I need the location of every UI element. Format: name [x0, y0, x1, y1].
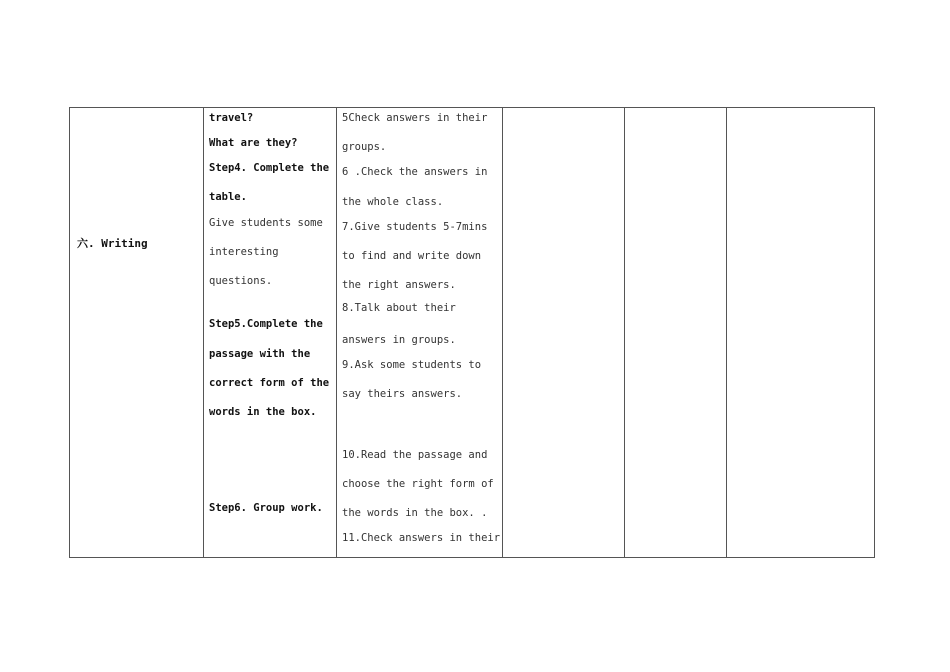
- section-label: 六. Writing: [77, 237, 148, 250]
- text-line: correct form of the: [209, 377, 330, 389]
- empty-cell: [502, 108, 624, 557]
- text-line: passage with the: [209, 348, 311, 360]
- empty-cell: [624, 108, 726, 557]
- teacher-activity-cell: [203, 108, 336, 557]
- text-line: Step4. Complete the: [209, 162, 330, 174]
- text-line: table.: [209, 191, 247, 203]
- text-line: words in the box.: [209, 406, 317, 418]
- lesson-plan-table: [69, 107, 875, 558]
- text-line: questions.: [209, 275, 273, 287]
- text-line: the words in the box. .: [342, 507, 488, 519]
- text-line: 9.Ask some students to: [342, 359, 482, 371]
- text-line: 5Check answers in their: [342, 112, 488, 124]
- student-activity-cell: [336, 108, 502, 557]
- text-line: 10.Read the passage and: [342, 449, 488, 461]
- text-line: 6 .Check the answers in: [342, 166, 488, 178]
- text-line: to find and write down: [342, 250, 482, 262]
- text-line: Step6. Group work.: [209, 502, 323, 514]
- text-line: choose the right form of: [342, 478, 494, 490]
- text-line: answers in groups.: [342, 334, 456, 346]
- text-line: Give students some: [209, 217, 323, 229]
- text-line: 8.Talk about their: [342, 302, 456, 314]
- text-line: groups.: [342, 141, 387, 153]
- text-line: interesting: [209, 246, 279, 258]
- text-line: What are they?: [209, 137, 298, 149]
- section-cell: [70, 108, 203, 557]
- text-line: 11.Check answers in their: [342, 532, 501, 544]
- text-line: travel?: [209, 112, 254, 124]
- empty-cell: [726, 108, 876, 557]
- text-line: the whole class.: [342, 196, 444, 208]
- text-line: Step5.Complete the: [209, 318, 323, 330]
- text-line: say theirs answers.: [342, 388, 463, 400]
- text-line: the right answers.: [342, 279, 456, 291]
- text-line: 7.Give students 5-7mins: [342, 221, 488, 233]
